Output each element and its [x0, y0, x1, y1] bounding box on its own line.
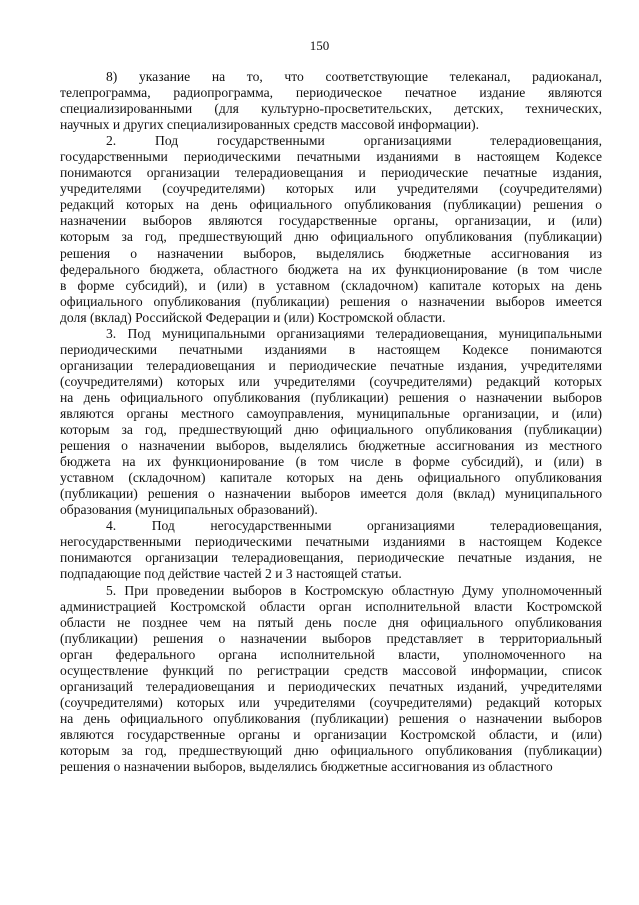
text-line: 5. При проведении выборов в Костромскую областную Думу уполномоченный	[106, 582, 602, 598]
document-body	[60, 69, 602, 775]
text-line: администрацией Костромской области орган исполнительной власти Костромской	[60, 598, 602, 614]
text-line: телепрограмма, радиопрограмма, периодическое печатное издание являются	[60, 85, 602, 101]
text-line: официального опубликования (публикации) решения о назначении выборов имеется	[60, 293, 602, 309]
text-line: являются органы местного самоуправления, муниципальные организации, и (или)	[60, 405, 602, 421]
paragraph	[60, 69, 602, 133]
text-line: 4. Под негосударственными организациями телерадиовещания,	[106, 518, 602, 534]
text-line: осуществление функций по регистрации средств массовой информации, список	[60, 662, 602, 678]
text-line: которым за год, предшествующий дню официального опубликования (публикации)	[60, 229, 602, 245]
text-line: учредителями (соучредителями) которых или учредителями (соучредителями)	[60, 181, 602, 197]
text-line: 3. Под муниципальными организациями телерадиовещания, муниципальными	[106, 325, 602, 341]
text-line: (публикации) решения о назначении выборов представляет в территориальный	[60, 630, 602, 646]
text-line: назначении выборов являются государственные органы, организации, и (или)	[60, 213, 602, 229]
text-line: области не позднее чем на пятый день после дня официального опубликования	[60, 614, 602, 630]
text-line: периодическими печатными изданиями в настоящем Кодексе понимаются	[60, 341, 602, 357]
text-line: являются государственные органы и организации Костромской области, и (или)	[60, 726, 602, 742]
text-line: образования (муниципальных образований).	[60, 502, 318, 518]
text-line: (соучредителями) которых или учредителями (соучредителями) редакций которых	[60, 694, 602, 710]
page-number: 150	[309, 38, 330, 53]
text-line: на день официального опубликования (публикации) решения о назначении выборов	[60, 389, 602, 405]
text-line: негосударственными периодическими печатными изданиями в настоящем Кодексе	[60, 534, 602, 550]
text-line: которым за год, предшествующий дню официального опубликования (публикации)	[60, 422, 602, 438]
text-line: 2. Под государственными организациями телерадиовещания,	[106, 133, 602, 149]
text-line: на день официального опубликования (публикации) решения о назначении выборов	[60, 710, 602, 726]
text-line: редакций которых на день официального опубликования (публикации) решения о	[60, 197, 602, 213]
text-line: государственными периодическими печатными изданиями в настоящем Кодексе	[60, 149, 602, 165]
text-line: доля (вклад) Российской Федерации и (или) Костромской области.	[60, 309, 446, 325]
text-line: решения о назначении выборов, выделялись бюджетные ассигнования из областного	[60, 759, 553, 775]
text-line: орган федерального органа исполнительной власти, уполномоченного на	[60, 646, 602, 662]
text-line: бюджета на их функционирование (в том числе в форме субсидий), и (или) в	[60, 454, 602, 470]
text-line: решения о назначении выборов, выделялись бюджетные ассигнования из	[60, 245, 602, 261]
text-line: которым за год, предшествующий дню официального опубликования (публикации)	[60, 742, 602, 758]
text-line: организации телерадиовещания и периодические печатные издания, учредителями	[60, 357, 602, 373]
paragraph	[60, 133, 602, 326]
text-line: уставном (складочном) капитале которых на день официального опубликования	[60, 470, 602, 486]
text-line: понимаются организации телерадиовещания, периодические печатные издания, не	[60, 550, 602, 566]
text-line: (публикации) решения о назначении выборов имеется доля (вклад) муниципального	[60, 486, 602, 502]
paragraph	[60, 326, 602, 519]
text-line: (соучредителями) которых или учредителями (соучредителями) редакций которых	[60, 373, 602, 389]
text-line: подпадающие под действие частей 2 и 3 настоящей статьи.	[60, 566, 402, 582]
text-line: научных и других специализированных средств массовой информации).	[60, 117, 480, 133]
text-line: понимаются организации телерадиовещания и периодические печатные издания,	[60, 165, 602, 181]
paragraph	[60, 583, 602, 776]
text-line: организаций телерадиовещания и периодических печатных изданий, учредителями	[60, 678, 602, 694]
paragraph	[60, 518, 602, 582]
text-line: решения о назначении выборов, выделялись бюджетные ассигнования из местного	[60, 438, 602, 454]
text-line: федерального бюджета, областного бюджета на их функционирование (в том числе	[60, 261, 602, 277]
text-line: специализированными (для культурно-просветительских, детских, технических,	[60, 101, 602, 117]
text-line: в форме субсидий), и (или) в уставном (складочном) капитале которых на день	[60, 277, 602, 293]
text-line: 8) указание на то, что соответствующие телеканал, радиоканал,	[106, 69, 602, 84]
